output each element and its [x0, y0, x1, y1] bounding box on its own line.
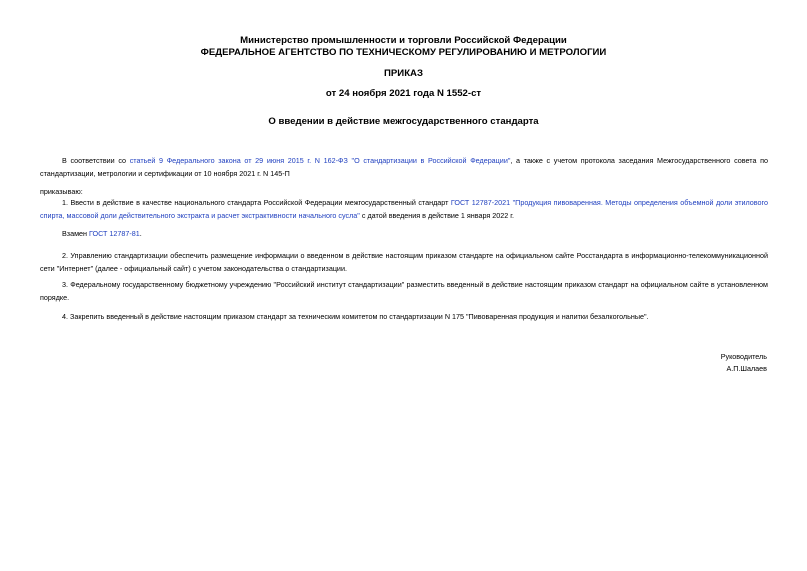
preamble-paragraph — [40, 154, 768, 180]
item-4-paragraph: 4. Закрепить введенный в действие настоящим приказом стандарт за техническим комитетом по стандартизации N 175 "Пивоваренная продукция и напитки безалкогольные". — [62, 312, 649, 321]
date-number: от 24 ноября 2021 года N 1552-ст — [325, 88, 482, 99]
preamble-suffix: , а также с учетом протокола заседания Межгосударственного совета по стандартизации, метрологии и сертификации от 10 ноября 2021 г. N 145-П — [40, 156, 768, 178]
order-word: приказываю: — [40, 187, 83, 196]
item-1-paragraph — [40, 196, 768, 222]
subject-heading: О введении в действие межгосударственного стандарта — [268, 116, 539, 127]
replace-paragraph — [40, 227, 768, 240]
agency-heading: ФЕДЕРАЛЬНОЕ АГЕНТСТВО ПО ТЕХНИЧЕСКОМУ РЕГУЛИРОВАНИЮ И МЕТРОЛОГИИ — [200, 47, 607, 58]
replace-suffix: . — [139, 229, 142, 238]
item-1-prefix: 1. Ввести в действие в качестве национального стандарта Российской Федерации межгосударственный стандарт — [62, 198, 451, 207]
signature-name: А.П.Шалаев — [726, 364, 767, 373]
item-1-suffix: с датой введения в действие 1 января 2022 г. — [359, 211, 515, 220]
doc-type-heading: ПРИКАЗ — [384, 68, 423, 79]
gost-81-link[interactable]: ГОСТ 12787-81 — [89, 229, 140, 238]
signature-title: Руководитель — [720, 352, 767, 361]
item-3-paragraph: 3. Федеральному государственному бюджетному учреждению "Российский институт стандартизации" разместить введенный в действие настоящим приказом стандарт на официальном сайте в установленном порядке. — [40, 280, 768, 302]
gost-2021-link[interactable]: ГОСТ 12787-2021 "Продукция пивоваренная. Методы определения объемной доли этилового спирта, массовой доли действительного экстракта и расчет экстрактивности начального сусла" — [40, 198, 768, 220]
item-2-paragraph: 2. Управлению стандартизации обеспечить размещение информации о введенном в действие настоящим приказом стандарте на официальном сайте Росстандарта в информационно-телекоммуникационной сети "Интернет" (далее - официальный сайт) с учетом законодательства о стандартизации. — [40, 251, 768, 273]
preamble-prefix: В соответствии со — [62, 156, 130, 165]
law-link[interactable]: статьей 9 Федерального закона от 29 июня 2015 г. N 162-ФЗ "О стандартизации в Российской Федерации" — [129, 156, 511, 165]
ministry-heading: Министерство промышленности и торговли Российской Федерации — [240, 35, 567, 46]
replace-prefix: Взамен — [62, 229, 89, 238]
